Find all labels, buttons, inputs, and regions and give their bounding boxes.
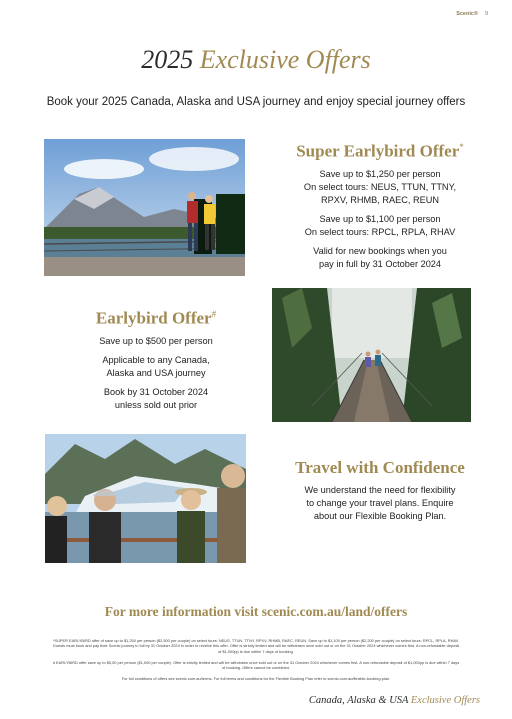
page-number: 9 — [484, 11, 488, 17]
super-earlybird-title: Super Earlybird Offer* — [296, 141, 464, 161]
earlybird-line: Alaska and USA journey — [106, 367, 206, 378]
title-year: 2025 — [141, 45, 194, 74]
fine-print-terms: For full conditions of offers see scenic.com.au/terms. For full terms and conditions for the Flexible Booking Plan refer to scenic.com.au/flexible-booking-plan. — [121, 676, 391, 681]
glacier-group-photo — [45, 434, 246, 563]
super-earlybird-line: On select tours: RPCL, RPLA, RHAV — [304, 226, 456, 237]
confidence-section — [282, 458, 478, 523]
confidence-title: Travel with Confidence — [295, 458, 465, 477]
earlybird-line: Applicable to any Canada, — [102, 354, 210, 365]
super-earlybird-line: Valid for new bookings when you — [313, 245, 447, 256]
footer-title: Canada, Alaska & USA Exclusive Offers — [308, 695, 480, 706]
earlybird-line: Save up to $500 per person — [99, 335, 213, 346]
suspension-bridge-photo — [272, 288, 471, 422]
page-title — [0, 45, 512, 75]
earlybird-offer — [58, 304, 254, 412]
earlybird-line: Book by 31 October 2024 — [103, 386, 209, 397]
super-earlybird-offer — [282, 137, 478, 271]
title-text: Exclusive Offers — [199, 45, 371, 74]
earlybird-title: Earlybird Offer# — [95, 308, 217, 328]
earlybird-line: unless sold out prior — [114, 399, 198, 410]
super-earlybird-line: Save up to $1,250 per person — [319, 168, 441, 179]
super-earlybird-line: pay in full by 31 October 2024 — [318, 258, 442, 269]
confidence-line: to change your travel plans. Enquire — [306, 498, 454, 508]
intro-text: Book your 2025 Canada, Alaska and USA journey and enjoy special journey offers — [46, 96, 466, 108]
super-earlybird-line: RPXV, RHMB, RAEC, REUN — [320, 194, 440, 205]
fine-print-earlybird: # EARLYBIRD offer save up to $5,00 per person ($1,000 per couple). Offer is strictly limited and will be withdrawn once sold out or on the 31 October 2024 whichever comes first. A non-refundable deposit of $1,000pp is due within 7 days of booking. Offers cannot be combined. — [52, 660, 460, 671]
confidence-line: about our Flexible Booking Plan. — [313, 511, 447, 521]
super-earlybird-line: On select tours: NEUS, TTUN, TTNY, — [303, 181, 457, 192]
super-earlybird-line: Save up to $1,100 per person — [319, 213, 441, 224]
confidence-line: We understand the need for flexibility — [304, 485, 456, 495]
more-info-link[interactable]: For more information visit scenic.com.au/land/offers — [104, 604, 408, 619]
brand-name: Scenic® — [456, 11, 478, 17]
fine-print-super: *SUPER EARLYBIRD offer of save up to $1,250 per person ($2,500 per couple) on select tours: NEUS, TTUN, TTNY, RPXV, RHMB, RAEC, REUN. Save up to $1,100 per person ($2,200 per couple) on select tours: RPCL, RPLA, RHAV. Guests must book and pay their Scenic journey in full by 31 October 2024 in order to receive this offer. Offer is strictly limited and will be withdrawn once sold out or on the 31 October 2024 whichever comes first. A non-refundable deposit of $1,000pp is due within 7 days of booking. — [52, 638, 460, 654]
mountain-lake-photo — [44, 139, 245, 276]
